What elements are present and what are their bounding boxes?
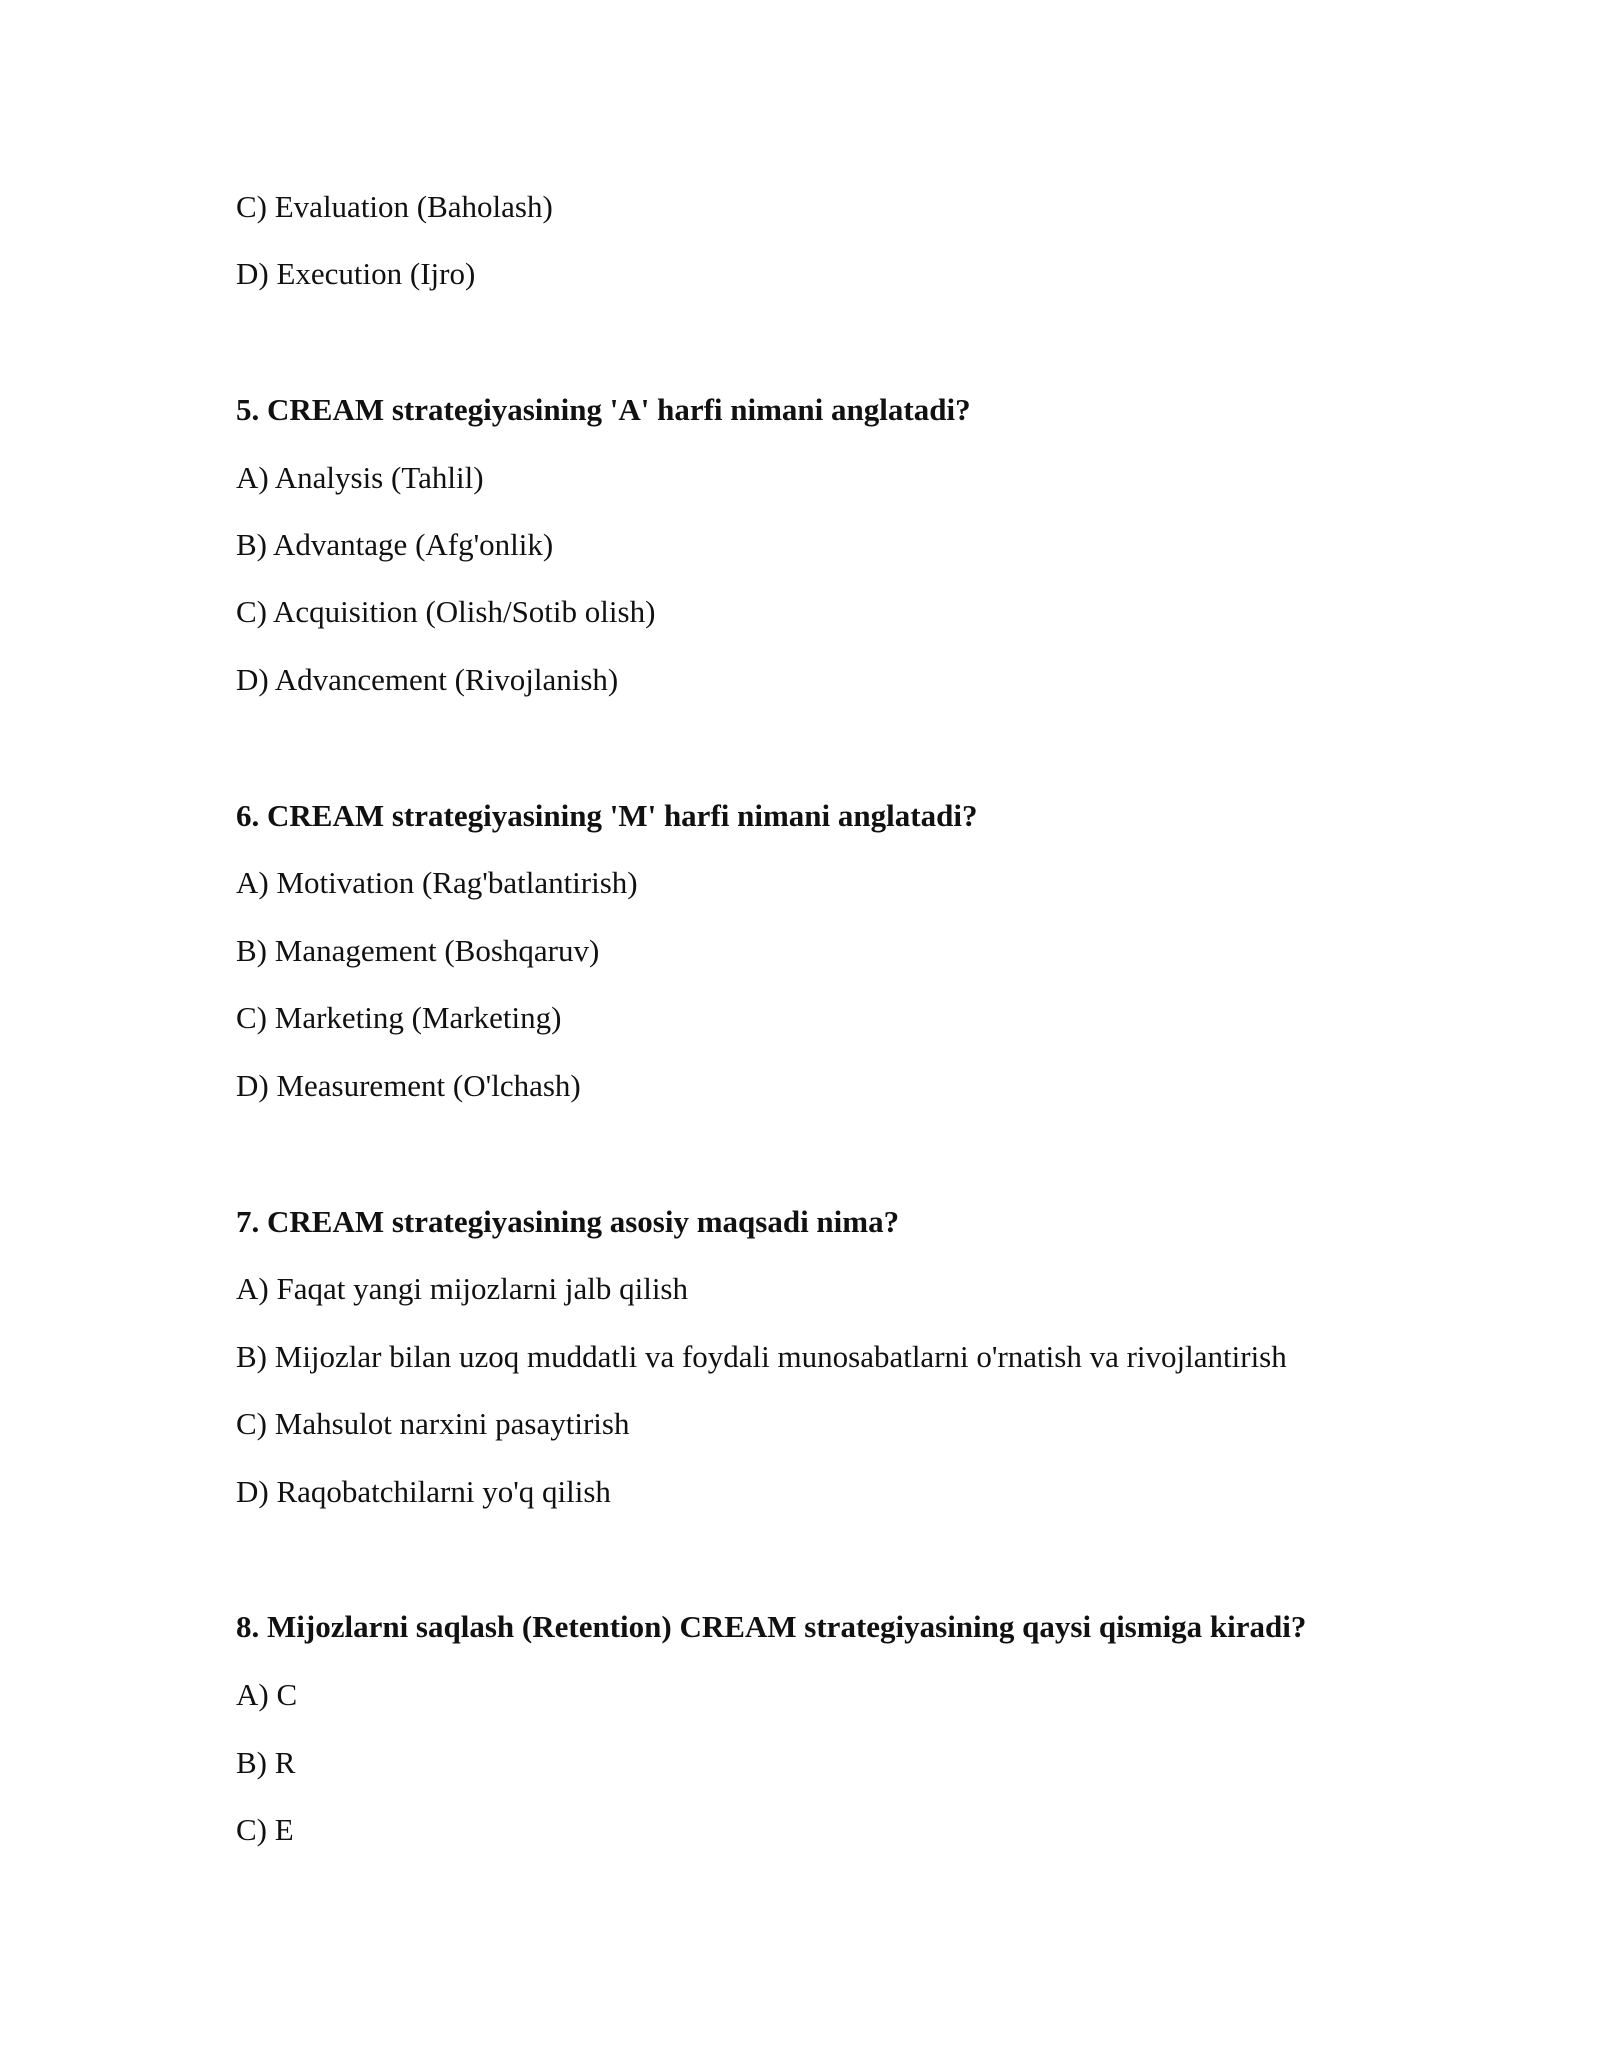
question-8-option-c: C) E (236, 1812, 294, 1847)
question-7-option-d: D) Raqobatchilarni yo'q qilish (236, 1474, 611, 1509)
question-6-option-b: B) Management (Boshqaruv) (236, 933, 600, 968)
question-5-title: 5. CREAM strategiyasining 'A' harfi nimani anglatadi? (236, 392, 971, 427)
question-6-option-d: D) Measurement (O'lchash) (236, 1068, 581, 1103)
question-7-title: 7. CREAM strategiyasining asosiy maqsadi nima? (236, 1204, 900, 1239)
option-carryover-c: C) Evaluation (Baholash) (236, 189, 553, 224)
question-6-option-a: A) Motivation (Rag'batlantirish) (236, 865, 638, 900)
question-6-title: 6. CREAM strategiyasining 'M' harfi nimani anglatadi? (236, 798, 978, 833)
question-5-option-d: D) Advancement (Rivojlanish) (236, 662, 619, 697)
question-8-option-b: B) R (236, 1745, 296, 1780)
question-7-option-a: A) Faqat yangi mijozlarni jalb qilish (236, 1271, 688, 1306)
option-carryover-d: D) Execution (Ijro) (236, 256, 476, 291)
question-8-option-a: A) C (236, 1677, 298, 1712)
question-5-option-c: C) Acquisition (Olish/Sotib olish) (236, 594, 656, 629)
question-7-option-c: C) Mahsulot narxini pasaytirish (236, 1406, 630, 1441)
question-7-option-b: B) Mijozlar bilan uzoq muddatli va foydali munosabatlarni o'rnatish va rivojlantirish (236, 1339, 1287, 1374)
question-5-option-b: B) Advantage (Afg'onlik) (236, 527, 554, 562)
question-5-option-a: A) Analysis (Tahlil) (236, 460, 484, 495)
question-6-option-c: C) Marketing (Marketing) (236, 1000, 562, 1035)
question-8-title: 8. Mijozlarni saqlash (Retention) CREAM strategiyasining qaysi qismiga kiradi? (236, 1609, 1307, 1644)
